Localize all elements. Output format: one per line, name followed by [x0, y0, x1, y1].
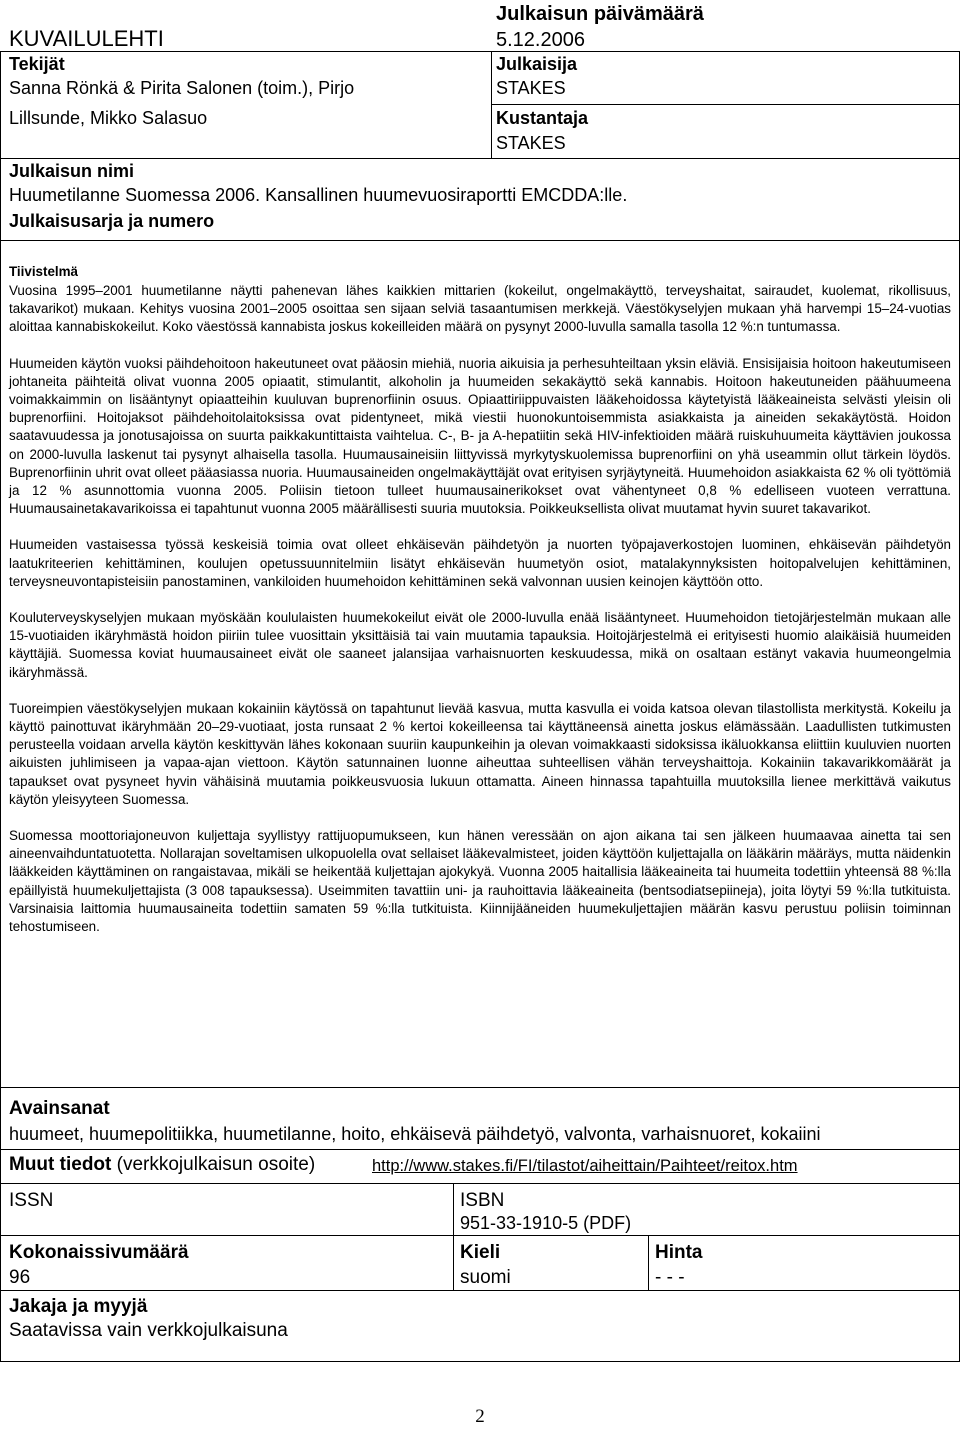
id-row-divider-1: [0, 1235, 960, 1236]
id-row-divider-2: [0, 1290, 960, 1291]
publication-title-label: Julkaisun nimi: [9, 161, 135, 181]
price-label: Hinta: [655, 1242, 703, 1263]
keywords-label: Avainsanat: [9, 1098, 110, 1119]
publication-title: Huumetilanne Suomessa 2006. Kansallinen huumevuosiraportti EMCDDA:lle.: [9, 185, 628, 205]
abstract-paragraph: Huumeiden vastaisessa työssä keskeisiä toimia ovat olleet ehkäisevän päihdetyön ja nuorten työpajaverkostojen luominen, ehkäisevän päihdetyön laatukriteerien kehittäminen, koulujen opetussuunnitelmiin lisätyt ehkäisevän huumetyön osiot, matalakynnyksisten hoitopalvelujen kehittäminen, terveysneuvontapisteisiin panostaminen, vankiloiden huumehoidon kehittäminen sekä valvonnan uusien keinojen käyttöön otto.: [9, 537, 951, 589]
authors-line-2: Lillsunde, Mikko Salasuo: [9, 108, 208, 128]
abstract-paragraph: Tuoreimpien väestökyselyjen mukaan kokainiin käytössä on tapahtunut lievää kasvua, mutta kasvulla ei voida katsoa olevan tilastollista merkitystä. Kokeilu ja käyttö painottuvat ikäryhmään 20–29-vuotiaat, josta runsaat 2 % kertoi kokeilleensa tai käyttäneensä ainetta joskus elämässään. Laadullisten tutkimusten perusteella voidaan arvella käytön keskittyvän lähes kokonaan suuriin kaupunkeihin ja olevan voimakkaasti sidoksissa ikäluokkansa eliittiin kuuluvien nuorten aikuisten juhlimiseen ja vapaa-ajan viettoon. Käytön satunnainen luonne aiheuttaa suhteellisen vähän terveyshaittoja. Kokainiin takavarikkomäärät ja tapaukset ovat pysyneet hyvin vähäisinä muutamia poikkeusvuosia lukuun ottamatta. Aineen hinnassa tapahtuilla muutoksilla lienee merkittävä vaikutus käytön yleisyyteen Suomessa.: [9, 700, 951, 807]
language-label: Kieli: [460, 1242, 501, 1263]
frame-left: [0, 51, 1, 1362]
header-column-divider: [491, 51, 492, 159]
language-value: suomi: [460, 1267, 511, 1288]
publication-date-label: Julkaisun päivämäärä: [496, 3, 704, 25]
frame-top: [0, 51, 960, 52]
page-count-value: 96: [9, 1267, 31, 1288]
series-label: Julkaisusarja ja numero: [9, 211, 215, 231]
header-row-divider: [491, 104, 959, 105]
keywords-value: huumeet, huumepolitiikka, huumetilanne, hoito, ehkäisevä päihdetyö, valvonta, varhaisnuoret, kokaiini: [9, 1124, 821, 1144]
web-publication-link[interactable]: http://www.stakes.fi/FI/tilastot/aiheittain/Paihteet/reitox.htm: [372, 1157, 798, 1175]
distributor-label: Jakaja ja myyjä: [9, 1296, 148, 1317]
id-column-divider-2: [648, 1235, 649, 1290]
publication-date: 5.12.2006: [496, 29, 585, 51]
publisher-label: Julkaisija: [496, 54, 578, 74]
id-column-divider-1: [453, 1183, 454, 1290]
price-value: - - -: [655, 1267, 685, 1288]
authors-line-1: Sanna Rönkä & Pirita Salonen (toim.), Pirjo: [9, 78, 355, 98]
other-info-row: [9, 1153, 315, 1177]
abstract-body: [9, 282, 951, 936]
publisher-value: STAKES: [496, 78, 566, 98]
abstract-bottom-divider: [0, 1087, 960, 1088]
abstract-label: Tiivistelmä: [9, 264, 78, 279]
abstract-top-divider: [0, 240, 960, 241]
other-info-note: (verkkojulkaisun osoite): [116, 1154, 316, 1175]
abstract-paragraph: Vuosina 1995–2001 huumetilanne näytti pahenevan lähes kaikkien mittarien (kokeilut, ongelmakäyttö, terveyshaitat, sairaudet, kuolemat, rikollisuus, takavarikot) mukaan. Kehitys vuosina 2001–2005 osoittaa sen sijaan selviä tasaantumisen merkkejä. Väestökyselyjen mukaan yhä harvempi 15–24-vuotias aloittaa kannabiskokeilut. Koko väestössä kannabista joskus kokeilleiden määrä on pysynyt 2000-luvulla samalla tasolla 12 %:n tuntumassa.: [9, 283, 951, 335]
isbn-value: 951-33-1910-5 (PDF): [460, 1213, 632, 1233]
abstract-paragraph: Huumeiden käytön vuoksi päihdehoitoon hakeutuneet ovat pääosin miehiä, nuoria aikuisia ja perhesuhteiltaan yksin eläviä. Ensisijaisia hoitoon hakeutumiseen johtaneita päihteitä olivat vuonna 2005 opiaatit, stimulantit, alkoholin ja huumeiden sekakäyttö sekä kannabis. Hoitoon hakeutuneiden päähuumeena voimakkaimmin on lisääntynyt opiaatteihin kuuluvan buprenorfiinin osuus. Opiaattiriippuvaisten lääkehoidossa käytetyistä lääkeaineista selvästi yleisin oli buprenorfiini. Hoitojaksot päihdehoitolaitoksissa ovat pidentyneet, mikä viestii huonokuntoisemmista asiakkaista ja aineiden sekakäytöstä. Hoidon saatavuudessa ja jonotusajoissa on suurta paikkakuntittaista vaihtelua. C-, B- ja A-hepatiitin sekä HIV-infektioiden määrä ruiskuhuumeita käyttävien joukossa on 2000-luvulla laskenut tai pysynyt alhaisella tasolla. Huumausaineisiin liittyvissä myrkytyskuolemissa buprenorfiini on yhä useammin ollut tärkein löydös. Buprenorfiinin uhrit ovat olleet pääasiassa nuoria. Huumausaineiden ongelmakäyttäjät ovat erityisen syrjäytyneitä. Huumehoidon asiakkaista 62 % oli työttömiä ja 12 % asunnottomia vuonna 2005. Poliisin tietoon tulleet huumausainerikokset ovat vähentyneet 0,8 % edelliseen vuoteen verrattuna. Huumausainetakavarikoissa ei tapahtunut vuonna 2005 määrällisesti suuria muutoksia. Poikkeuksellista olivat muutamat hyvin suuret takavarikot.: [9, 355, 951, 517]
abstract-paragraph: Kouluterveyskyselyjen mukaan myöskään koululaisten huumekokeilut eivät ole 2000-luvulla enää lisääntyneet. Huumehoidon tietojärjestelmän mukaan alle 15-vuotiaiden ikäryhmästä hoidon piiriin tulee vuosittain yksittäisiä tai vain muutamia tapauksia. Hoitojärjestelmä ei erityisesti huomio alaikäisiä huumeiden käyttäjiä. Suomessa koviat huumausaineet eivät ole saaneet jalansijaa varhaisnuorten keskuudessa, mikä on osaltaan estänyt vakavia huumeongelmia ikäryhmässä.: [9, 610, 951, 680]
abstract-paragraph: Suomessa moottoriajoneuvon kuljettaja syyllistyy rattijuopumukseen, kun hänen veressään on ajon aikana tai sen jälkeen huumaavaa ainetta tai sen aineenvaihduntatuotetta. Nollarajan soveltamisen ulkopuolella ovat sellaiset lääkevalmisteet, joiden käyttöön kuljettajalla on lääkärin määräys, mutta näidenkin lääkkeiden käyttäminen on rangaistavaa, mikäli se heikentää kuljettajan ajokykyä. Vuonna 2005 haitallisia lääkeaineita tai huumeita todettiin yhteensä 88 %:lla epäillyistä huumekuljettajista (3 008 tapauksessa). Useimmiten tavattiin uni- ja rauhoittavia lääkeaineita (bentsodiatsepiineja), joita löytyi 59 %:lla tutkituista. Varsinaisia laittomia huumausaineita todettiin samaten 59 %:lla tutkituista. Kiinnijääneiden huumekuljettajien määrän kasvu perustuu poliisin toiminnan tehostumiseen.: [9, 828, 951, 935]
frame-bottom: [0, 1361, 960, 1362]
issuer-label: Kustantaja: [496, 108, 589, 128]
authors-label: Tekijät: [9, 54, 65, 74]
document-type-title: KUVAILULEHTI: [9, 26, 164, 51]
page-number: 2: [475, 1406, 485, 1427]
other-info-label: Muut tiedot: [9, 1154, 112, 1175]
isbn-label: ISBN: [460, 1190, 505, 1211]
distributor-value: Saatavissa vain verkkojulkaisuna: [9, 1320, 288, 1341]
other-info-bottom-divider: [0, 1183, 960, 1184]
keywords-bottom-divider: [0, 1149, 960, 1150]
page-count-label: Kokonaissivumäärä: [9, 1242, 189, 1263]
issn-label: ISSN: [9, 1190, 54, 1211]
title-row-divider: [0, 158, 960, 159]
issuer-value: STAKES: [496, 133, 566, 153]
